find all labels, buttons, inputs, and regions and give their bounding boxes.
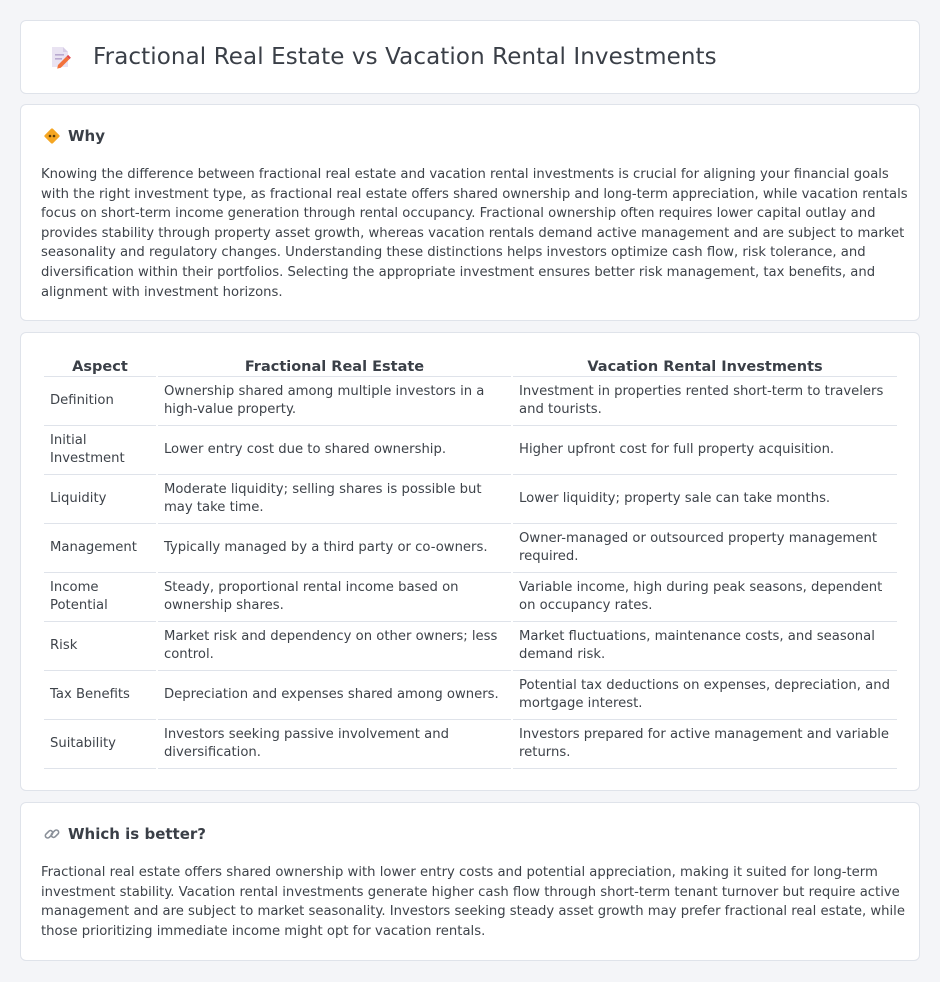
page-title: Fractional Real Estate vs Vacation Rental Investments [93,44,717,70]
better-heading [43,825,206,843]
row-aspect: Risk [44,622,156,671]
link-icon [43,825,61,843]
why-text: Knowing the difference between fractional real estate and vacation rental investments is crucial for aligning your financial goals with the right investment type, as fractional real estate offers shared ownership and long-term appreciation, while vacation rentals focus on short-term income generation through rental occupancy. Fractional ownership often requires lower capital outlay and provides stability through property asset growth, whereas vacation rentals demand active management and are subject to market seasonality and regulatory changes. Understanding these distinctions helps investors optimize cash flow, risk tolerance, and diversification within their portfolios. Selecting the appropriate investment ensures better risk management, tax benefits, and alignment with investment horizons. [41,167,908,300]
table-row [44,622,897,671]
row-aspect: Income Potential [44,573,156,622]
header-fractional: Fractional Real Estate [158,353,511,377]
row-vacation: Potential tax deductions on expenses, depreciation, and mortgage interest. [513,671,897,720]
row-vacation: Investors prepared for active management and variable returns. [513,720,897,769]
title-row [21,21,919,93]
table-row [44,573,897,622]
table-row [44,720,897,769]
comparison-section [20,332,920,791]
row-fractional: Investors seeking passive involvement and diversification. [158,720,511,769]
row-fractional: Typically managed by a third party or co-owners. [158,524,511,573]
table-row [44,475,897,524]
diamond-sign-icon [43,127,61,145]
row-aspect: Liquidity [44,475,156,524]
row-fractional: Steady, proportional rental income based on ownership shares. [158,573,511,622]
row-vacation: Investment in properties rented short-term to travelers and tourists. [513,377,897,426]
row-fractional: Market risk and dependency on other owners; less control. [158,622,511,671]
row-vacation: Market fluctuations, maintenance costs, and seasonal demand risk. [513,622,897,671]
which-better-section [20,802,920,961]
header-card [20,20,920,94]
header-aspect: Aspect [44,353,156,377]
row-aspect: Management [44,524,156,573]
row-aspect: Tax Benefits [44,671,156,720]
comparison-table [42,353,899,769]
table-row [44,671,897,720]
row-fractional: Ownership shared among multiple investors in a high-value property. [158,377,511,426]
better-title: Which is better? [68,825,206,843]
row-aspect: Definition [44,377,156,426]
document-pencil-icon [47,44,73,70]
table-row [44,377,897,426]
row-vacation: Lower liquidity; property sale can take months. [513,475,897,524]
why-heading [43,127,105,145]
table-header-row [44,353,897,377]
row-fractional: Lower entry cost due to shared ownership. [158,426,511,475]
header-vacation: Vacation Rental Investments [513,353,897,377]
why-section [20,104,920,321]
table-row [44,426,897,475]
row-vacation: Higher upfront cost for full property acquisition. [513,426,897,475]
row-aspect: Suitability [44,720,156,769]
row-fractional: Depreciation and expenses shared among owners. [158,671,511,720]
row-vacation: Variable income, high during peak seasons, dependent on occupancy rates. [513,573,897,622]
table-row [44,524,897,573]
better-text: Fractional real estate offers shared ownership with lower entry costs and potential appreciation, making it suited for long-term investment stability. Vacation rental investments generate higher cash flow through short-term tenant turnover but require active management and are subject to market seasonality. Investors seeking steady asset growth may prefer fractional real estate, while those prioritizing immediate income might opt for vacation rentals. [41,865,905,939]
row-fractional: Moderate liquidity; selling shares is possible but may take time. [158,475,511,524]
row-aspect: Initial Investment [44,426,156,475]
why-title: Why [68,127,106,145]
row-vacation: Owner-managed or outsourced property management required. [513,524,897,573]
